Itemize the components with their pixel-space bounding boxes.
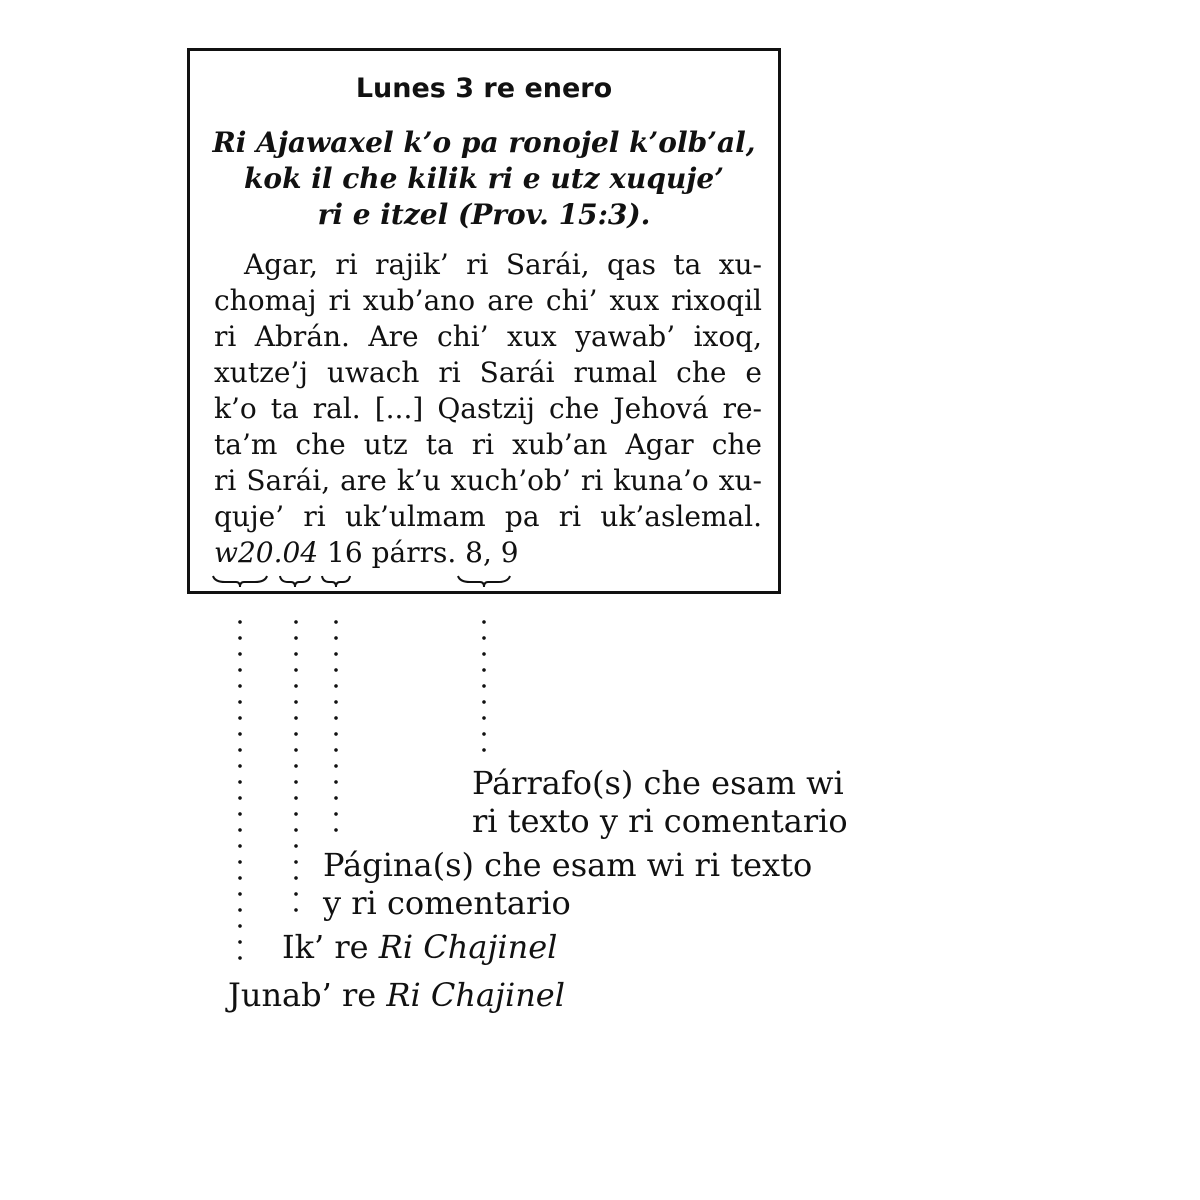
- leader-page: [334, 614, 338, 838]
- ref-issue: w20.: [214, 536, 283, 569]
- legend-line: Párrafo(s) che esam wi: [472, 764, 844, 802]
- legend-paragraphs: [472, 764, 848, 840]
- commentary-line: ri Sarái, are k’u xuch’ob’ ri kuna’o xu-: [214, 464, 762, 497]
- brace-page: [320, 574, 352, 588]
- commentary-line: chomaj ri xub’ano are chi’ xux rixoqil: [214, 284, 762, 317]
- ref-month: 04: [282, 536, 319, 569]
- verse-line: ri e itzel (Prov. 15:3).: [317, 198, 651, 231]
- brace-paragraphs: [456, 574, 512, 588]
- legend-issue-number-title: Ri Chajinel: [378, 928, 558, 966]
- leader-paragraphs: [482, 614, 486, 756]
- ref-paragraph-label: párrs.: [371, 536, 457, 569]
- legend-line: ri texto y ri comentario: [472, 802, 848, 840]
- daily-text-box: [187, 48, 781, 594]
- legend-issue-year-prefix: Junab’ re: [228, 976, 377, 1014]
- legend-issue-number-prefix: Ik’ re: [282, 928, 369, 966]
- legend-line: y ri comentario: [323, 884, 571, 922]
- verse-line: kok il che kilik ri e utz xuquje’: [244, 162, 724, 195]
- leader-issue-year: [238, 614, 242, 968]
- date-heading: Lunes 3 re enero: [355, 73, 613, 104]
- verse-text: [190, 125, 778, 233]
- commentary-line: ri Abrán. Are chi’ xux yawab’ ixoq,: [214, 320, 762, 353]
- source-reference: [214, 535, 519, 571]
- commentary-line: Agar, ri rajik’ ri Sarái, qas ta xu-: [244, 248, 762, 281]
- commentary-text: [214, 247, 762, 535]
- commentary-line: xutze’j uwach ri Sarái rumal che e: [214, 356, 762, 389]
- legend-issue-year-title: Ri Chajinel: [386, 976, 565, 1014]
- verse-line: Ri Ajawaxel k’o pa ronojel k’olb’al,: [212, 126, 756, 159]
- brace-issue: [211, 574, 269, 588]
- ref-page: 16: [327, 536, 363, 569]
- legend-issue-year: [228, 976, 565, 1014]
- brace-month: [278, 574, 312, 588]
- ref-paragraphs: 8, 9: [465, 536, 519, 569]
- commentary-line: k’o ta ral. [...] Qastzij che Jehová re-: [214, 392, 762, 425]
- leader-issue-number: [294, 614, 298, 920]
- legend-issue-number: [282, 928, 557, 966]
- commentary-line: ta’m che utz ta ri xub’an Agar che: [214, 428, 762, 461]
- legend-line: Página(s) che esam wi ri texto: [323, 846, 813, 884]
- legend-pages: [323, 846, 812, 922]
- commentary-line: quje’ ri uk’ulmam pa ri uk’aslemal.: [214, 500, 762, 533]
